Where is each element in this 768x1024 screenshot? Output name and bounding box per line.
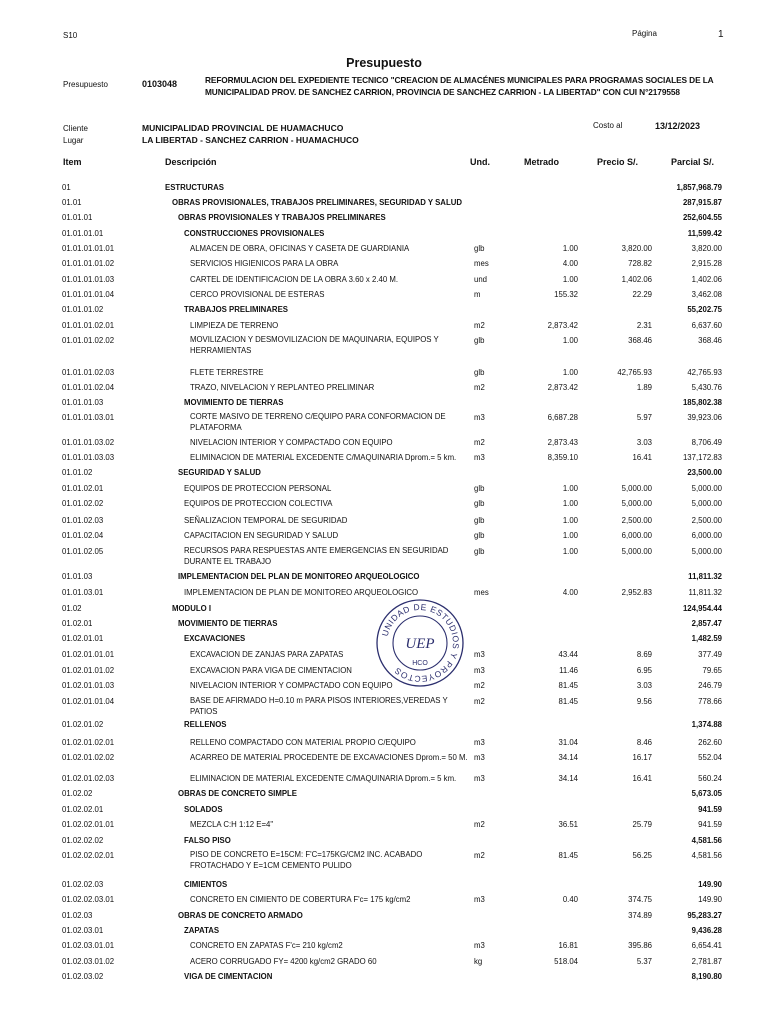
row-description: SOLADOS [184,805,223,814]
row-item-code: 01.01.01.02 [62,305,104,314]
row-item-code: 01.02.03.01.02 [62,957,115,966]
row-item-code: 01.01.01.03.03 [62,453,115,462]
system-code: S10 [63,31,78,40]
row-parcial: 2,857.47 [691,619,722,628]
row-description: CIMIENTOS [184,880,228,889]
row-parcial: 124,954.44 [682,604,722,613]
row-description: OBRAS DE CONCRETO SIMPLE [178,789,297,798]
row-description: LIMPIEZA DE TERRENO [190,321,279,330]
row-item-code: 01.01.01.02.03 [62,368,115,377]
row-unit: mes [474,259,489,268]
row-precio: 8.46 [636,738,652,747]
row-precio: 6,000.00 [621,531,652,540]
row-parcial: 778.66 [698,697,722,706]
table-row [0,820,768,832]
row-item-code: 01.01.02.02 [62,499,104,508]
table-row [0,941,768,953]
table-row [0,972,768,984]
row-description: ZAPATAS [184,926,220,935]
row-item-code: 01.02.02.03 [62,880,104,889]
row-metrado: 36.51 [558,820,578,829]
row-unit: kg [474,957,483,966]
row-metrado: 81.45 [558,851,578,860]
row-unit: m3 [474,774,485,783]
row-description: MOVIMIENTO DE TIERRAS [184,398,284,407]
row-description: ESTRUCTURAS [165,183,224,192]
row-metrado: 2,873.43 [547,438,578,447]
table-row [0,753,768,765]
row-precio: 5.37 [636,957,652,966]
row-precio: 3.03 [636,681,652,690]
page-number: 1 [718,29,724,40]
table-row [0,368,768,380]
table-row [0,290,768,302]
stamp-ring-text: UNIDAD DE ESTUDIOS Y PROYECTOS [379,601,462,685]
row-item-code: 01.02.01.01.03 [62,681,115,690]
row-item-code: 01.02.01.02.03 [62,774,115,783]
row-description: TRAZO, NIVELACION Y REPLANTEO PRELIMINAR [190,383,375,392]
row-unit: glb [474,244,485,253]
row-description: EQUIPOS DE PROTECCION PERSONAL [184,484,332,493]
row-parcial: 11,599.42 [687,229,722,238]
row-description: EXCAVACION PARA VIGA DE CIMENTACION [190,666,352,675]
row-item-code: 01.02.02 [62,789,93,798]
row-parcial: 368.46 [698,336,722,345]
row-precio: 5,000.00 [621,484,652,493]
row-description: MOVILIZACION Y DESMOVILIZACION DE MAQUINARIA, EQUIPOS Y HERRAMIENTAS [190,335,439,355]
row-description: SERVICIOS HIGIENICOS PARA LA OBRA [190,259,339,268]
row-parcial: 252,604.55 [682,213,722,222]
row-unit: m3 [474,941,485,950]
row-parcial: 55,202.75 [687,305,722,314]
row-parcial: 1,857,968.79 [676,183,722,192]
row-parcial: 6,637.60 [691,321,722,330]
row-description: VIGA DE CIMENTACION [184,972,273,981]
row-parcial: 2,915.28 [691,259,722,268]
row-item-code: 01.01.01.03.02 [62,438,115,447]
table-row [0,438,768,450]
row-unit: m2 [474,851,485,860]
row-parcial: 5,673.05 [691,789,722,798]
row-description: CONSTRUCCIONES PROVISIONALES [184,229,325,238]
row-item-code: 01.02.02.03.01 [62,895,115,904]
row-metrado: 43.44 [558,650,578,659]
row-description: SEÑALIZACION TEMPORAL DE SEGURIDAD [184,516,348,525]
row-unit: glb [474,531,485,540]
row-description: NIVELACION INTERIOR Y COMPACTADO CON EQUIPO [190,438,393,447]
column-header-precio: Precio S/. [597,157,639,167]
row-parcial: 23,500.00 [687,468,722,477]
row-description: MODULO I [172,604,211,613]
row-unit: m2 [474,383,485,392]
page-label: Página [632,29,657,38]
lugar-value: LA LIBERTAD - SANCHEZ CARRION - HUAMACHUCO [142,135,359,145]
table-row [0,895,768,907]
table-row [0,957,768,969]
row-item-code: 01.02.01.02 [62,720,104,729]
table-row [0,926,768,938]
row-item-code: 01.01.02.05 [62,547,104,556]
row-precio: 16.17 [632,753,652,762]
row-parcial: 8,190.80 [691,972,722,981]
table-row [0,305,768,317]
row-description: RECURSOS PARA RESPUESTAS ANTE EMERGENCIAS EN SEGURIDAD DURANTE EL TRABAJO [184,546,449,566]
row-description: PISO DE CONCRETO E=15CM: F'C=175KG/CM2 INC. ACABADO FROTACHADO Y E=1CM CEMENTO PULIDO [190,850,423,870]
row-item-code: 01.02.03.02 [62,972,104,981]
stamp-center-text: UEP [405,636,435,652]
row-item-code: 01.01.02 [62,468,93,477]
row-parcial: 287,915.87 [682,198,722,207]
table-row [0,546,768,566]
row-precio: 56.25 [632,851,652,860]
row-item-code: 01.02.03.01 [62,926,104,935]
row-unit: glb [474,368,485,377]
row-description: BASE DE AFIRMADO H=0.10 m PARA PISOS INTERIORES,VEREDAS Y PATIOS [190,696,448,716]
row-description: OBRAS PROVISIONALES, TRABAJOS PRELIMINARES, SEGURIDAD Y SALUD [172,198,462,207]
row-item-code: 01.01.01.01.03 [62,275,115,284]
row-parcial: 5,000.00 [691,484,722,493]
table-row [0,229,768,241]
row-precio: 1,402.06 [621,275,652,284]
table-row [0,398,768,410]
document-title: Presupuesto [346,56,422,70]
presupuesto-label: Presupuesto [63,80,108,89]
row-item-code: 01.02 [62,604,82,613]
row-metrado: 1.00 [562,499,578,508]
table-row [0,516,768,528]
row-item-code: 01.02.01.02.01 [62,738,115,747]
table-row [0,774,768,786]
row-description: OBRAS PROVISIONALES Y TRABAJOS PRELIMINARES [178,213,386,222]
row-precio: 5,000.00 [621,547,652,556]
row-item-code: 01.02.02.02.01 [62,851,115,860]
row-precio: 2,952.83 [621,588,652,597]
table-row [0,911,768,923]
row-parcial: 4,581.56 [691,851,722,860]
row-description: ALMACEN DE OBRA, OFICINAS Y CASETA DE GUARDIANIA [190,244,410,253]
row-parcial: 5,000.00 [691,499,722,508]
row-metrado: 0.40 [562,895,578,904]
row-item-code: 01.02.01.01 [62,634,104,643]
row-unit: m3 [474,453,485,462]
table-row [0,183,768,195]
row-metrado: 34.14 [558,774,578,783]
table-row [0,275,768,287]
row-item-code: 01.02.01.01.04 [62,697,115,706]
row-precio: 16.41 [632,774,652,783]
row-metrado: 1.00 [562,275,578,284]
row-item-code: 01.01.02.01 [62,484,104,493]
row-item-code: 01.01.01.01.04 [62,290,115,299]
row-precio: 22.29 [632,290,652,299]
row-description: IMPLEMENTACION DE PLAN DE MONITOREO ARQUEOLOGICO [184,588,419,597]
row-precio: 728.82 [628,259,652,268]
row-description: EXCAVACION DE ZANJAS PARA ZAPATAS [190,650,344,659]
row-unit: glb [474,484,485,493]
row-metrado: 518.04 [554,957,578,966]
column-header-metrado: Metrado [524,157,560,167]
row-description: CERCO PROVISIONAL DE ESTERAS [190,290,325,299]
row-parcial: 1,482.59 [691,634,722,643]
row-description: FALSO PISO [184,836,231,845]
table-row [0,335,768,355]
lugar-label: Lugar [63,136,84,145]
row-unit: und [474,275,488,284]
row-description: CAPACITACION EN SEGURIDAD Y SALUD [184,531,339,540]
row-item-code: 01.02.01 [62,619,93,628]
row-metrado: 2,873.42 [547,383,578,392]
table-row [0,412,768,432]
row-precio: 8.69 [636,650,652,659]
row-unit: m2 [474,820,485,829]
row-description: ACERO CORRUGADO FY= 4200 kg/cm2 GRADO 60 [190,957,377,966]
row-unit: m3 [474,753,485,762]
costo-date: 13/12/2023 [655,121,701,131]
table-row [0,696,768,716]
row-metrado: 1.00 [562,531,578,540]
table-row [0,198,768,210]
row-description: MEZCLA C:H 1:12 E=4" [190,820,274,829]
row-description: CORTE MASIVO DE TERRENO C/EQUIPO PARA CONFORMACION DE PLATAFORMA [190,412,446,432]
row-precio: 2.31 [636,321,652,330]
row-metrado: 1.00 [562,244,578,253]
row-parcial: 6,000.00 [691,531,722,540]
row-parcial: 377.49 [698,650,722,659]
row-parcial: 2,781.87 [691,957,722,966]
row-parcial: 11,811.32 [688,572,722,581]
row-item-code: 01.01.01.02.01 [62,321,115,330]
table-row [0,572,768,584]
row-description: OBRAS DE CONCRETO ARMADO [178,911,303,920]
table-row [0,836,768,848]
cliente-label: Cliente [63,124,88,133]
row-item-code: 01.01 [62,198,82,207]
row-description: CARTEL DE IDENTIFICACION DE LA OBRA 3.60 x 2.40 M. [190,275,398,284]
row-item-code: 01 [62,183,71,192]
row-unit: glb [474,547,485,556]
row-precio: 25.79 [632,820,652,829]
row-metrado: 8,359.10 [547,453,578,462]
row-unit: m3 [474,413,485,422]
row-description: CONCRETO EN CIMIENTO DE COBERTURA F'c= 175 kg/cm2 [190,895,411,904]
row-metrado: 4.00 [562,588,578,597]
row-item-code: 01.02.02.02 [62,836,104,845]
row-precio: 1.89 [636,383,652,392]
row-item-code: 01.01.01.03.01 [62,413,115,422]
row-description: IMPLEMENTACION DEL PLAN DE MONITOREO ARQUEOLOGICO [178,572,420,581]
row-parcial: 11,811.32 [688,588,722,597]
row-parcial: 95,283.27 [687,911,722,920]
table-row [0,259,768,271]
presupuesto-code: 0103048 [142,79,178,89]
row-item-code: 01.02.03.01.01 [62,941,115,950]
table-row [0,850,768,870]
row-precio: 5,000.00 [621,499,652,508]
row-metrado: 1.00 [562,547,578,556]
row-item-code: 01.01.02.04 [62,531,104,540]
column-header-item: Item [63,157,82,167]
row-description: RELLENOS [184,720,227,729]
row-parcial: 9,436.28 [691,926,722,935]
row-metrado: 1.00 [562,484,578,493]
row-description: CONCRETO EN ZAPATAS F'c= 210 kg/cm2 [190,941,343,950]
row-metrado: 1.00 [562,516,578,525]
row-parcial: 4,581.56 [691,836,722,845]
row-parcial: 262.60 [698,738,722,747]
row-item-code: 01.01.03.01 [62,588,104,597]
row-metrado: 6,687.28 [547,413,578,422]
table-row [0,213,768,225]
row-unit: glb [474,336,485,345]
table-row [0,453,768,465]
row-description: ACARREO DE MATERIAL PROCEDENTE DE EXCAVACIONES Dprom.= 50 M. [190,753,468,762]
table-row [0,468,768,480]
table-row [0,244,768,256]
row-item-code: 01.01.01.01.01 [62,244,115,253]
row-precio: 368.46 [628,336,652,345]
row-description: ELIMINACION DE MATERIAL EXCEDENTE C/MAQUINARIA Dprom.= 5 km. [190,453,457,462]
table-row [0,499,768,511]
row-unit: m3 [474,895,485,904]
row-metrado: 2,873.42 [547,321,578,330]
row-item-code: 01.02.02.01.01 [62,820,115,829]
row-metrado: 155.32 [554,290,578,299]
row-parcial: 1,402.06 [691,275,722,284]
row-unit: m2 [474,681,485,690]
row-item-code: 01.02.01.01.02 [62,666,115,675]
row-parcial: 552.04 [698,753,722,762]
row-description: EQUIPOS DE PROTECCION COLECTIVA [184,499,333,508]
row-item-code: 01.01.01.03 [62,398,104,407]
row-description: RELLENO COMPACTADO CON MATERIAL PROPIO C/EQUIPO [190,738,416,747]
row-description: SEGURIDAD Y SALUD [178,468,261,477]
row-metrado: 34.14 [558,753,578,762]
row-parcial: 5,000.00 [691,547,722,556]
column-header-parcial: Parcial S/. [671,157,715,167]
row-precio: 9.56 [636,697,652,706]
row-description: ELIMINACION DE MATERIAL EXCEDENTE C/MAQUINARIA Dprom.= 5 km. [190,774,457,783]
row-unit: m2 [474,321,485,330]
row-description: FLETE TERRESTRE [190,368,264,377]
row-metrado: 1.00 [562,368,578,377]
row-precio: 6.95 [636,666,652,675]
row-precio: 374.75 [628,895,652,904]
row-item-code: 01.02.02.01 [62,805,104,814]
row-parcial: 2,500.00 [691,516,722,525]
row-unit: m3 [474,650,485,659]
row-description: NIVELACION INTERIOR Y COMPACTADO CON EQUIPO [190,681,393,690]
table-row [0,738,768,750]
row-parcial: 149.90 [698,895,722,904]
table-row [0,531,768,543]
row-precio: 2,500.00 [621,516,652,525]
cliente-value: MUNICIPALIDAD PROVINCIAL DE HUAMACHUCO [142,123,344,133]
row-item-code: 01.01.01.01.02 [62,259,115,268]
row-precio: 16.41 [632,453,652,462]
table-row [0,880,768,892]
row-parcial: 560.24 [698,774,722,783]
row-metrado: 31.04 [558,738,578,747]
seal-stamp [375,598,465,688]
row-unit: m2 [474,438,485,447]
row-parcial: 1,374.88 [691,720,722,729]
row-unit: glb [474,516,485,525]
row-unit: m2 [474,697,485,706]
table-row [0,720,768,732]
row-item-code: 01.02.01.02.02 [62,753,115,762]
row-parcial: 149.90 [698,880,722,889]
table-row [0,321,768,333]
row-precio: 42,765.93 [617,368,652,377]
row-parcial: 42,765.93 [687,368,722,377]
row-precio: 395.86 [628,941,652,950]
row-parcial: 3,820.00 [691,244,722,253]
row-metrado: 1.00 [562,336,578,345]
costo-label: Costo al [593,121,623,130]
row-description: TRABAJOS PRELIMINARES [184,305,288,314]
row-item-code: 01.01.02.03 [62,516,104,525]
row-precio: 374.89 [628,911,652,920]
row-parcial: 8,706.49 [691,438,722,447]
row-metrado: 16.81 [558,941,578,950]
row-item-code: 01.01.01.02.04 [62,383,115,392]
row-item-code: 01.01.01.01 [62,229,104,238]
row-item-code: 01.01.01.02.02 [62,336,115,345]
row-unit: mes [474,588,489,597]
row-precio: 5.97 [636,413,652,422]
row-precio: 3,820.00 [621,244,652,253]
row-item-code: 01.01.01 [62,213,93,222]
row-metrado: 81.45 [558,681,578,690]
row-unit: m3 [474,738,485,747]
table-row [0,484,768,496]
column-header-descripcion: Descripción [165,157,217,167]
row-item-code: 01.01.03 [62,572,93,581]
presupuesto-description: REFORMULACION DEL EXPEDIENTE TECNICO "CREACION DE ALMACÉNES MUNICIPALES PARA PROGRAMAS SOCIALES DE LA MUNICIPALIDAD PROV. DE SANCHEZ CARRION, PROVINCIA DE SANCHEZ CARRION - LA LIBERTAD" CON CUI N°2179558 [205,75,714,97]
row-item-code: 01.02.01.01.01 [62,650,115,659]
row-unit: m [474,290,481,299]
stamp-bottom-text: HCO [412,660,428,667]
row-parcial: 79.65 [702,666,722,675]
row-parcial: 39,923.06 [687,413,722,422]
row-unit: glb [474,499,485,508]
row-unit: m3 [474,666,485,675]
row-metrado: 11.46 [559,666,578,675]
row-metrado: 4.00 [562,259,578,268]
row-description: MOVIMIENTO DE TIERRAS [178,619,278,628]
row-parcial: 941.59 [698,820,722,829]
table-row [0,383,768,395]
row-precio: 3.03 [636,438,652,447]
row-item-code: 01.02.03 [62,911,93,920]
row-parcial: 3,462.08 [691,290,722,299]
column-header-und: Und. [470,157,490,167]
table-row [0,789,768,801]
row-parcial: 246.79 [698,681,722,690]
row-parcial: 5,430.76 [691,383,722,392]
row-description: EXCAVACIONES [184,634,246,643]
row-parcial: 941.59 [698,805,722,814]
row-metrado: 81.45 [558,697,578,706]
row-parcial: 137,172.83 [682,453,722,462]
row-parcial: 185,802.38 [682,398,722,407]
table-row [0,805,768,817]
row-parcial: 6,654.41 [691,941,722,950]
